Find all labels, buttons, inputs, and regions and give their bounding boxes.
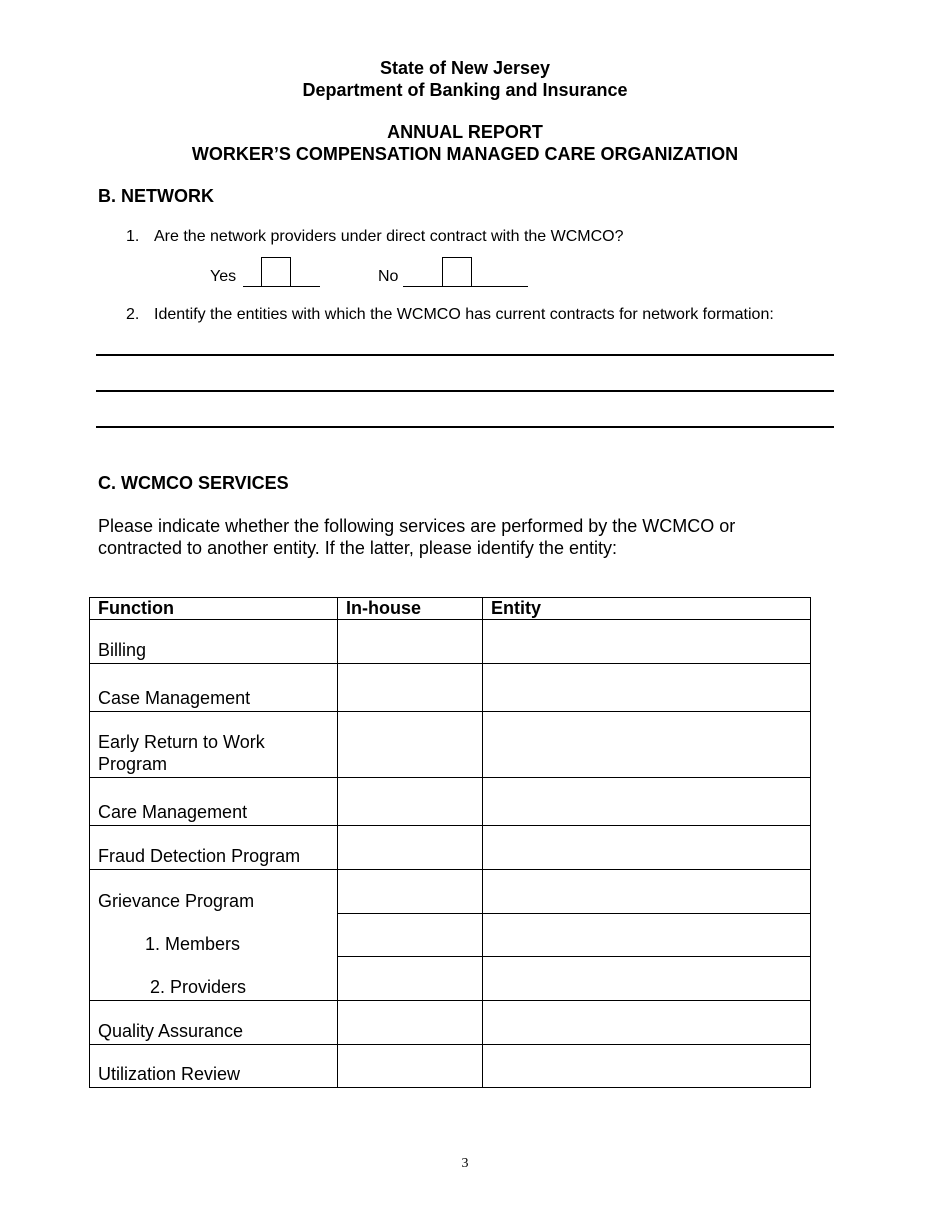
entity-cell[interactable]: [483, 620, 811, 664]
question-1-text: Are the network providers under direct contract with the WCMCO?: [154, 228, 624, 245]
question-1: [126, 228, 624, 246]
network-section-title: B. NETWORK: [98, 186, 214, 206]
table-row: [90, 1001, 811, 1045]
answer-line-2[interactable]: [96, 390, 834, 392]
in-house-cell[interactable]: [338, 870, 483, 914]
entity-cell[interactable]: [483, 1001, 811, 1045]
function-grievance-providers: 2. Providers: [90, 957, 338, 1001]
function-case-management: Case Management: [90, 664, 338, 712]
in-house-cell[interactable]: [338, 957, 483, 1001]
in-house-cell[interactable]: [338, 664, 483, 712]
table-row: [90, 712, 811, 778]
state-heading: State of New Jersey: [379, 58, 551, 78]
function-care-management: Care Management: [90, 778, 338, 826]
entity-cell[interactable]: [483, 712, 811, 778]
page-number: 3: [461, 1156, 469, 1171]
function-utilization-review: Utilization Review: [90, 1045, 338, 1088]
yes-checkbox[interactable]: [261, 257, 291, 287]
no-label: No: [378, 268, 399, 285]
in-house-cell[interactable]: [338, 1045, 483, 1088]
report-title: ANNUAL REPORT: [387, 122, 543, 142]
function-billing: Billing: [90, 620, 338, 664]
question-2: [126, 306, 774, 324]
table-row: [90, 620, 811, 664]
question-2-number: 2.: [126, 306, 140, 323]
early-return-line-2: Program: [98, 754, 168, 774]
entity-cell[interactable]: [483, 914, 811, 957]
entity-cell[interactable]: [483, 870, 811, 914]
table-header-row: [90, 598, 811, 620]
in-house-cell[interactable]: [338, 620, 483, 664]
entity-cell[interactable]: [483, 957, 811, 1001]
in-house-cell[interactable]: [338, 778, 483, 826]
in-house-cell[interactable]: [338, 1001, 483, 1045]
table-row: [90, 1045, 811, 1088]
no-checkbox[interactable]: [442, 257, 472, 287]
function-grievance-members: 1. Members: [90, 914, 338, 957]
function-grievance: Grievance Program: [90, 870, 338, 914]
answer-line-1[interactable]: [96, 354, 834, 356]
table-row: [90, 664, 811, 712]
in-house-cell[interactable]: [338, 914, 483, 957]
question-2-text: Identify the entities with which the WCMCO has current contracts for network formation:: [154, 306, 774, 323]
function-early-return: [90, 712, 338, 778]
table-row: [90, 870, 811, 914]
table-row: [90, 957, 811, 1001]
column-header-in-house: In-house: [338, 598, 483, 620]
early-return-line-1: Early Return to Work: [98, 732, 265, 752]
table-row: [90, 914, 811, 957]
services-table: [89, 597, 811, 1088]
entity-cell[interactable]: [483, 664, 811, 712]
column-header-entity: Entity: [483, 598, 811, 620]
entity-cell[interactable]: [483, 826, 811, 870]
yes-label: Yes: [210, 268, 237, 285]
answer-line-3[interactable]: [96, 426, 834, 428]
function-quality-assurance: Quality Assurance: [90, 1001, 338, 1045]
table-row: [90, 826, 811, 870]
in-house-cell[interactable]: [338, 826, 483, 870]
table-row: [90, 778, 811, 826]
instructions-line-1: Please indicate whether the following services are performed by the WCMCO or: [98, 516, 736, 536]
services-instructions: [98, 515, 818, 559]
question-1-number: 1.: [126, 228, 140, 245]
instructions-line-2: contracted to another entity. If the latter, please identify the entity:: [98, 538, 617, 558]
entity-cell[interactable]: [483, 778, 811, 826]
report-subtitle: WORKER’S COMPENSATION MANAGED CARE ORGANIZATION: [191, 144, 739, 164]
in-house-cell[interactable]: [338, 712, 483, 778]
function-fraud-detection: Fraud Detection Program: [90, 826, 338, 870]
column-header-function: Function: [90, 598, 338, 620]
services-section-title: C. WCMCO SERVICES: [98, 473, 289, 493]
entity-cell[interactable]: [483, 1045, 811, 1088]
department-heading: Department of Banking and Insurance: [302, 80, 628, 100]
